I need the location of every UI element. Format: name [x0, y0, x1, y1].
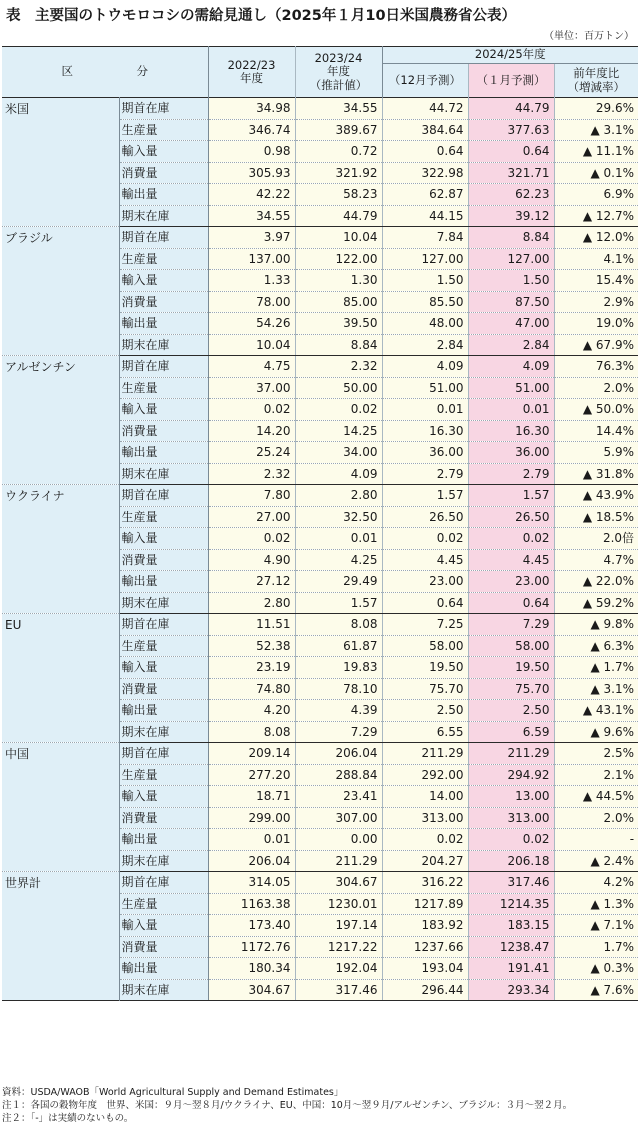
value-2022: 23.19	[208, 657, 295, 679]
value-jan-forecast: 51.00	[468, 377, 554, 399]
value-change: ▲ 11.1%	[554, 141, 638, 163]
value-dec-forecast: 36.00	[382, 442, 468, 464]
item-label: 輸出量	[119, 829, 208, 851]
value-change: 1.7%	[554, 936, 638, 958]
table-row	[2, 98, 638, 120]
value-jan-forecast: 183.15	[468, 915, 554, 937]
value-dec-forecast: 384.64	[382, 119, 468, 141]
value-change: ▲ 0.3%	[554, 958, 638, 980]
header-col-2023	[295, 47, 382, 98]
value-jan-forecast: 44.79	[468, 98, 554, 120]
country-label: EU	[2, 614, 119, 743]
value-jan-forecast: 1.50	[468, 270, 554, 292]
value-change: ▲ 6.3%	[554, 635, 638, 657]
item-label: 期首在庫	[119, 227, 208, 249]
value-dec-forecast: 292.00	[382, 764, 468, 786]
value-2022: 0.02	[208, 399, 295, 421]
value-jan-forecast: 317.46	[468, 872, 554, 894]
value-2023: 389.67	[295, 119, 382, 141]
value-jan-forecast: 19.50	[468, 657, 554, 679]
value-2022: 180.34	[208, 958, 295, 980]
value-dec-forecast: 0.02	[382, 528, 468, 550]
value-jan-forecast: 39.12	[468, 205, 554, 227]
table-row	[2, 485, 638, 507]
value-jan-forecast: 377.63	[468, 119, 554, 141]
value-change: ▲ 44.5%	[554, 786, 638, 808]
value-2022: 14.20	[208, 420, 295, 442]
value-change: ▲ 43.1%	[554, 700, 638, 722]
item-label: 輸出量	[119, 958, 208, 980]
value-jan-forecast: 206.18	[468, 850, 554, 872]
item-label: 輸入量	[119, 915, 208, 937]
value-2023: 39.50	[295, 313, 382, 335]
value-2023: 32.50	[295, 506, 382, 528]
value-2023: 23.41	[295, 786, 382, 808]
value-2023: 78.10	[295, 678, 382, 700]
value-jan-forecast: 0.01	[468, 399, 554, 421]
value-2023: 0.01	[295, 528, 382, 550]
value-2023: 14.25	[295, 420, 382, 442]
value-2023: 34.00	[295, 442, 382, 464]
value-change: ▲ 2.4%	[554, 850, 638, 872]
value-2023: 7.29	[295, 721, 382, 743]
value-dec-forecast: 316.22	[382, 872, 468, 894]
item-label: 生産量	[119, 248, 208, 270]
value-2023: 29.49	[295, 571, 382, 593]
item-label: 輸出量	[119, 184, 208, 206]
value-dec-forecast: 204.27	[382, 850, 468, 872]
value-change: 76.3%	[554, 356, 638, 378]
item-label: 期首在庫	[119, 743, 208, 765]
value-2023: 4.09	[295, 463, 382, 485]
table-row	[2, 227, 638, 249]
value-jan-forecast: 191.41	[468, 958, 554, 980]
value-2022: 1172.76	[208, 936, 295, 958]
value-2023: 4.39	[295, 700, 382, 722]
value-2023: 122.00	[295, 248, 382, 270]
value-change: ▲ 31.8%	[554, 463, 638, 485]
value-jan-forecast: 293.34	[468, 979, 554, 1001]
value-dec-forecast: 7.25	[382, 614, 468, 636]
item-label: 消費量	[119, 678, 208, 700]
value-dec-forecast: 19.50	[382, 657, 468, 679]
value-2022: 2.80	[208, 592, 295, 614]
item-label: 期末在庫	[119, 334, 208, 356]
value-2022: 7.80	[208, 485, 295, 507]
value-2022: 37.00	[208, 377, 295, 399]
value-change: ▲ 1.3%	[554, 893, 638, 915]
value-change: 2.0%	[554, 807, 638, 829]
value-2023: 8.08	[295, 614, 382, 636]
value-2022: 1163.38	[208, 893, 295, 915]
value-jan-forecast: 0.02	[468, 829, 554, 851]
header-kubun: 区 分	[2, 47, 208, 98]
item-label: 生産量	[119, 893, 208, 915]
value-2022: 78.00	[208, 291, 295, 313]
value-2022: 314.05	[208, 872, 295, 894]
unit-label: （単位：百万トン）	[544, 31, 634, 42]
value-jan-forecast: 23.00	[468, 571, 554, 593]
value-change: 2.5%	[554, 743, 638, 765]
value-2022: 4.90	[208, 549, 295, 571]
item-label: 期首在庫	[119, 356, 208, 378]
value-jan-forecast: 16.30	[468, 420, 554, 442]
value-2023: 0.00	[295, 829, 382, 851]
value-2022: 11.51	[208, 614, 295, 636]
value-jan-forecast: 321.71	[468, 162, 554, 184]
value-2022: 52.38	[208, 635, 295, 657]
value-jan-forecast: 1214.35	[468, 893, 554, 915]
value-change: 4.7%	[554, 549, 638, 571]
value-change: 4.1%	[554, 248, 638, 270]
item-label: 生産量	[119, 764, 208, 786]
value-jan-forecast: 6.59	[468, 721, 554, 743]
value-2023: 19.83	[295, 657, 382, 679]
value-dec-forecast: 1.50	[382, 270, 468, 292]
value-2022: 299.00	[208, 807, 295, 829]
value-dec-forecast: 0.64	[382, 141, 468, 163]
table-body	[2, 98, 638, 1001]
header-col-2023-text: 2023/24 年度 （推計値）	[309, 51, 368, 92]
value-change: ▲ 50.0%	[554, 399, 638, 421]
value-2022: 0.98	[208, 141, 295, 163]
value-dec-forecast: 44.72	[382, 98, 468, 120]
value-2023: 58.23	[295, 184, 382, 206]
value-2022: 74.80	[208, 678, 295, 700]
value-2022: 277.20	[208, 764, 295, 786]
value-2022: 1.33	[208, 270, 295, 292]
value-jan-forecast: 87.50	[468, 291, 554, 313]
value-2023: 4.25	[295, 549, 382, 571]
value-jan-forecast: 313.00	[468, 807, 554, 829]
value-jan-forecast: 47.00	[468, 313, 554, 335]
note-1: 注１：各国の穀物年度 世界、米国：９月～翌８月/ウクライナ、EU、中国：10月～翌９月/アルゼンチン、ブラジル：３月～翌２月。	[2, 1100, 573, 1111]
header-col-dec: （12月予測）	[382, 64, 468, 98]
item-label: 期首在庫	[119, 614, 208, 636]
value-2022: 305.93	[208, 162, 295, 184]
value-2022: 10.04	[208, 334, 295, 356]
value-change: ▲ 67.9%	[554, 334, 638, 356]
value-2022: 209.14	[208, 743, 295, 765]
value-change: ▲ 1.7%	[554, 657, 638, 679]
value-jan-forecast: 211.29	[468, 743, 554, 765]
value-dec-forecast: 0.64	[382, 592, 468, 614]
value-2023: 288.84	[295, 764, 382, 786]
item-label: 輸出量	[119, 700, 208, 722]
item-label: 期末在庫	[119, 463, 208, 485]
item-label: 輸入量	[119, 270, 208, 292]
value-dec-forecast: 4.45	[382, 549, 468, 571]
value-jan-forecast: 8.84	[468, 227, 554, 249]
value-change: 5.9%	[554, 442, 638, 464]
value-change: 6.9%	[554, 184, 638, 206]
value-jan-forecast: 7.29	[468, 614, 554, 636]
item-label: 消費量	[119, 291, 208, 313]
item-label: 消費量	[119, 936, 208, 958]
value-2022: 8.08	[208, 721, 295, 743]
value-jan-forecast: 4.09	[468, 356, 554, 378]
value-dec-forecast: 0.02	[382, 829, 468, 851]
item-label: 輸入量	[119, 786, 208, 808]
value-dec-forecast: 48.00	[382, 313, 468, 335]
item-label: 期首在庫	[119, 872, 208, 894]
item-label: 輸入量	[119, 399, 208, 421]
header-col-2022	[208, 47, 295, 98]
item-label: 期末在庫	[119, 979, 208, 1001]
item-label: 生産量	[119, 635, 208, 657]
value-jan-forecast: 0.64	[468, 592, 554, 614]
value-2023: 307.00	[295, 807, 382, 829]
value-dec-forecast: 322.98	[382, 162, 468, 184]
item-label: 期末在庫	[119, 592, 208, 614]
item-label: 消費量	[119, 807, 208, 829]
value-2023: 0.02	[295, 399, 382, 421]
value-jan-forecast: 4.45	[468, 549, 554, 571]
value-dec-forecast: 4.09	[382, 356, 468, 378]
value-2022: 4.20	[208, 700, 295, 722]
value-change: 14.4%	[554, 420, 638, 442]
value-2022: 42.22	[208, 184, 295, 206]
value-jan-forecast: 75.70	[468, 678, 554, 700]
country-label: 中国	[2, 743, 119, 872]
value-jan-forecast: 1238.47	[468, 936, 554, 958]
value-change: ▲ 0.1%	[554, 162, 638, 184]
value-dec-forecast: 313.00	[382, 807, 468, 829]
country-label: ウクライナ	[2, 485, 119, 614]
value-dec-forecast: 6.55	[382, 721, 468, 743]
value-change: ▲ 12.0%	[554, 227, 638, 249]
value-dec-forecast: 62.87	[382, 184, 468, 206]
value-change: 2.9%	[554, 291, 638, 313]
country-label: ブラジル	[2, 227, 119, 356]
value-jan-forecast: 26.50	[468, 506, 554, 528]
value-jan-forecast: 1.57	[468, 485, 554, 507]
value-change: ▲ 7.6%	[554, 979, 638, 1001]
header-col-2024-group: 2024/25年度	[382, 47, 638, 64]
value-change: ▲ 3.1%	[554, 119, 638, 141]
item-label: 期末在庫	[119, 205, 208, 227]
country-label: アルゼンチン	[2, 356, 119, 485]
value-dec-forecast: 2.84	[382, 334, 468, 356]
value-2022: 34.98	[208, 98, 295, 120]
value-jan-forecast: 2.84	[468, 334, 554, 356]
value-2023: 1230.01	[295, 893, 382, 915]
value-change: 19.0%	[554, 313, 638, 335]
value-2022: 34.55	[208, 205, 295, 227]
value-2023: 61.87	[295, 635, 382, 657]
value-2023: 8.84	[295, 334, 382, 356]
item-label: 輸入量	[119, 141, 208, 163]
supply-demand-table	[2, 46, 638, 1001]
table-row	[2, 872, 638, 894]
item-label: 輸出量	[119, 313, 208, 335]
item-label: 消費量	[119, 549, 208, 571]
value-change: 15.4%	[554, 270, 638, 292]
value-dec-forecast: 2.50	[382, 700, 468, 722]
value-change: 4.2%	[554, 872, 638, 894]
value-2023: 1217.22	[295, 936, 382, 958]
value-2022: 4.75	[208, 356, 295, 378]
value-dec-forecast: 183.92	[382, 915, 468, 937]
header-col-2022-text: 2022/23 年度	[227, 57, 276, 85]
value-change: ▲ 22.0%	[554, 571, 638, 593]
value-2023: 317.46	[295, 979, 382, 1001]
value-change: ▲ 9.6%	[554, 721, 638, 743]
item-label: 生産量	[119, 119, 208, 141]
value-dec-forecast: 211.29	[382, 743, 468, 765]
value-dec-forecast: 127.00	[382, 248, 468, 270]
value-2023: 34.55	[295, 98, 382, 120]
value-2022: 173.40	[208, 915, 295, 937]
header-col-change-text: 前年度比 （増減率）	[567, 66, 626, 94]
value-change: ▲ 7.1%	[554, 915, 638, 937]
table-row	[2, 356, 638, 378]
value-change: ▲ 18.5%	[554, 506, 638, 528]
value-change: -	[554, 829, 638, 851]
value-2023: 1.57	[295, 592, 382, 614]
value-jan-forecast: 36.00	[468, 442, 554, 464]
value-dec-forecast: 296.44	[382, 979, 468, 1001]
value-jan-forecast: 58.00	[468, 635, 554, 657]
value-jan-forecast: 13.00	[468, 786, 554, 808]
value-dec-forecast: 16.30	[382, 420, 468, 442]
value-dec-forecast: 0.01	[382, 399, 468, 421]
value-2022: 206.04	[208, 850, 295, 872]
value-2023: 10.04	[295, 227, 382, 249]
header-col-jan: （１月予測）	[468, 64, 554, 98]
value-jan-forecast: 294.92	[468, 764, 554, 786]
value-2022: 0.02	[208, 528, 295, 550]
item-label: 輸出量	[119, 571, 208, 593]
value-2022: 2.32	[208, 463, 295, 485]
value-change: 2.0倍	[554, 528, 638, 550]
value-dec-forecast: 58.00	[382, 635, 468, 657]
item-label: 輸出量	[119, 442, 208, 464]
value-2023: 304.67	[295, 872, 382, 894]
item-label: 期首在庫	[119, 98, 208, 120]
value-2023: 44.79	[295, 205, 382, 227]
value-dec-forecast: 14.00	[382, 786, 468, 808]
value-2023: 192.04	[295, 958, 382, 980]
value-dec-forecast: 85.50	[382, 291, 468, 313]
item-label: 期末在庫	[119, 721, 208, 743]
value-dec-forecast: 1217.89	[382, 893, 468, 915]
item-label: 消費量	[119, 162, 208, 184]
value-2023: 321.92	[295, 162, 382, 184]
value-2023: 85.00	[295, 291, 382, 313]
value-2023: 2.32	[295, 356, 382, 378]
value-2023: 197.14	[295, 915, 382, 937]
country-label: 世界計	[2, 872, 119, 1001]
value-dec-forecast: 1237.66	[382, 936, 468, 958]
value-change: ▲ 12.7%	[554, 205, 638, 227]
value-2022: 137.00	[208, 248, 295, 270]
value-dec-forecast: 1.57	[382, 485, 468, 507]
value-dec-forecast: 51.00	[382, 377, 468, 399]
value-change: 2.0%	[554, 377, 638, 399]
value-change: ▲ 43.9%	[554, 485, 638, 507]
table-row	[2, 743, 638, 765]
value-dec-forecast: 23.00	[382, 571, 468, 593]
value-dec-forecast: 193.04	[382, 958, 468, 980]
value-2022: 25.24	[208, 442, 295, 464]
value-2023: 1.30	[295, 270, 382, 292]
value-change: ▲ 9.8%	[554, 614, 638, 636]
value-change: ▲ 59.2%	[554, 592, 638, 614]
value-dec-forecast: 7.84	[382, 227, 468, 249]
note-2: 注２：「-」は実績のないもの。	[2, 1113, 134, 1124]
item-label: 期末在庫	[119, 850, 208, 872]
value-dec-forecast: 2.79	[382, 463, 468, 485]
value-dec-forecast: 26.50	[382, 506, 468, 528]
value-2022: 54.26	[208, 313, 295, 335]
value-change: 29.6%	[554, 98, 638, 120]
value-2022: 304.67	[208, 979, 295, 1001]
value-jan-forecast: 2.50	[468, 700, 554, 722]
value-jan-forecast: 62.23	[468, 184, 554, 206]
value-jan-forecast: 2.79	[468, 463, 554, 485]
table-row	[2, 614, 638, 636]
item-label: 生産量	[119, 377, 208, 399]
item-label: 消費量	[119, 420, 208, 442]
value-dec-forecast: 44.15	[382, 205, 468, 227]
value-2022: 346.74	[208, 119, 295, 141]
value-2023: 0.72	[295, 141, 382, 163]
value-2023: 211.29	[295, 850, 382, 872]
value-2022: 18.71	[208, 786, 295, 808]
footnotes	[2, 1086, 638, 1125]
item-label: 期首在庫	[119, 485, 208, 507]
item-label: 生産量	[119, 506, 208, 528]
value-change: ▲ 3.1%	[554, 678, 638, 700]
item-label: 輸入量	[119, 528, 208, 550]
value-2022: 27.00	[208, 506, 295, 528]
page-title: 表 主要国のトウモロコシの需給見通し（2025年１月10日米国農務省公表）	[6, 8, 517, 24]
value-change: 2.1%	[554, 764, 638, 786]
value-jan-forecast: 0.64	[468, 141, 554, 163]
value-2022: 0.01	[208, 829, 295, 851]
value-jan-forecast: 0.02	[468, 528, 554, 550]
item-label: 輸入量	[119, 657, 208, 679]
value-2023: 2.80	[295, 485, 382, 507]
header-col-change	[554, 64, 638, 98]
note-source: 資料：USDA/WAOB「World Agricultural Supply and Demand Estimates」	[2, 1087, 344, 1098]
value-jan-forecast: 127.00	[468, 248, 554, 270]
value-2022: 27.12	[208, 571, 295, 593]
country-label: 米国	[2, 98, 119, 227]
value-2023: 206.04	[295, 743, 382, 765]
value-2023: 50.00	[295, 377, 382, 399]
value-dec-forecast: 75.70	[382, 678, 468, 700]
value-2022: 3.97	[208, 227, 295, 249]
